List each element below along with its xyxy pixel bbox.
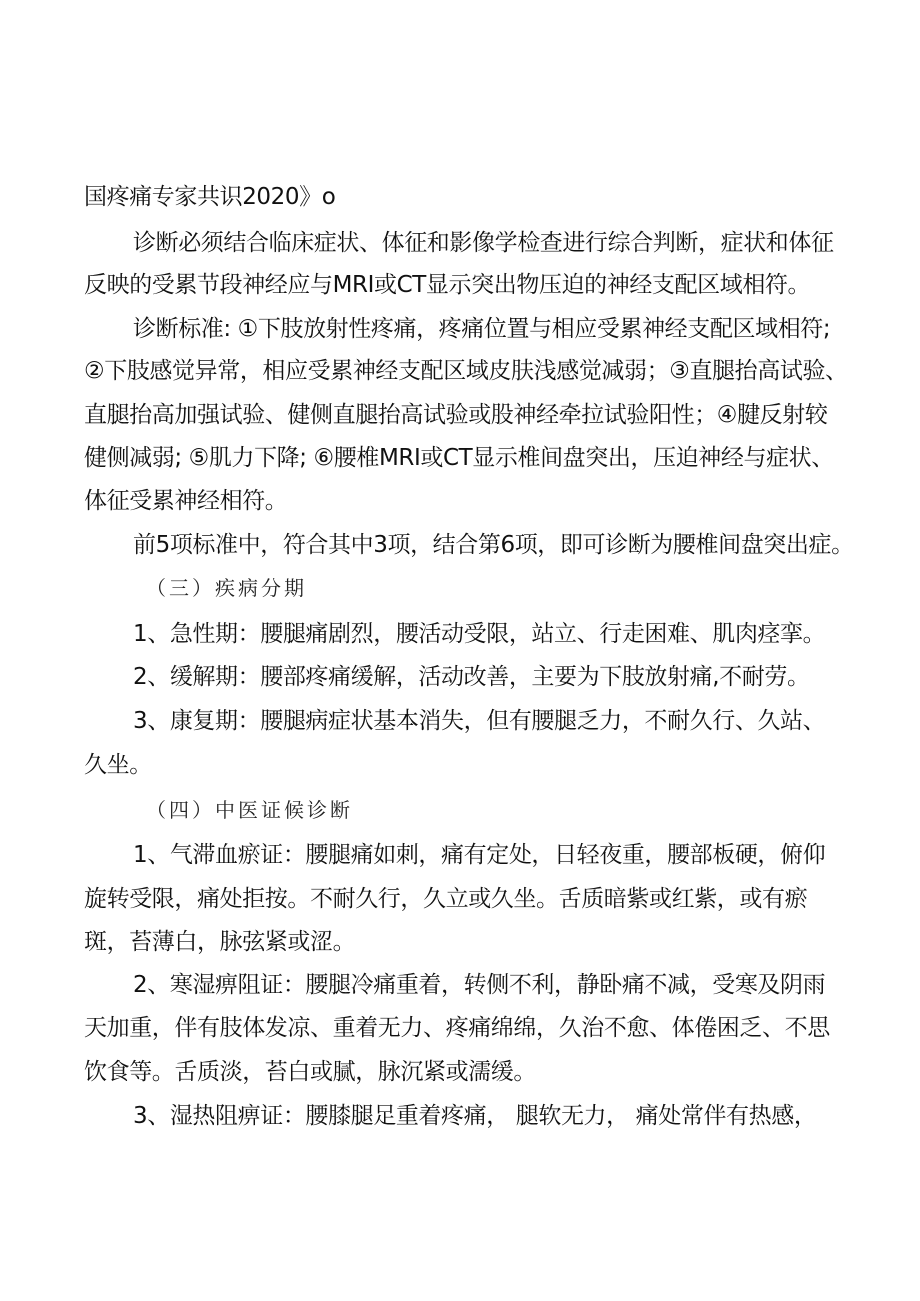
list-item-acute-stage: 1、急性期：腰腿痛剧烈，腰活动受限，站立、行走困难、肌肉痉挛。 bbox=[133, 621, 826, 647]
list-item-damp-heat: 3、湿热阻痹证：腰膝腿足重着疼痛， 腿软无力， 痛处常伴有热感， bbox=[133, 1103, 817, 1129]
paragraph-diagnosis-criteria: 诊断标准: ①下肢放射性疼痛，疼痛位置与相应受累神经支配区域相符; bbox=[133, 316, 831, 342]
list-item-qi-stagnation: 1、气滞血瘀证：腰腿痛如刺，痛有定处，日轻夜重，腰部板硬，俯仰 bbox=[133, 842, 826, 868]
text-line: 天加重，伴有肢体发凉、重着无力、疼痛绵绵，久治不愈、体倦困乏、不思 bbox=[84, 1015, 830, 1041]
text-line: 体征受累神经相符。 bbox=[84, 488, 288, 514]
list-item-remission-stage: 2、缓解期：腰部疼痛缓解，活动改善，主要为下肢放射痛,不耐劳。 bbox=[133, 664, 810, 690]
section-heading-tcm-syndrome: （四）中医证候诊断 bbox=[146, 798, 353, 822]
text-line: 直腿抬高加强试验、健侧直腿抬高试验或股神经牵拉试验阳性；④腱反射较 bbox=[84, 402, 828, 428]
section-heading-disease-stages: （三）疾病分期 bbox=[146, 576, 307, 600]
text-line: 反映的受累节段神经应与MRI或CT显示突出物压迫的神经支配区域相符。 bbox=[84, 272, 811, 298]
text-line: ②下肢感觉异常，相应受累神经支配区域皮肤浅感觉减弱；③直腿抬高试验、 bbox=[84, 358, 848, 384]
text-line: 斑，苔薄白，脉弦紧或涩。 bbox=[84, 929, 356, 955]
paragraph-diagnosis-rule: 前5项标准中，符合其中3项，结合第6项，即可诊断为腰椎间盘突出症。 bbox=[133, 532, 854, 558]
list-item-cold-damp: 2、寒湿痹阻证：腰腿冷痛重着，转侧不利，静卧痛不减，受寒及阴雨 bbox=[133, 972, 826, 998]
list-item-recovery-stage: 3、康复期：腰腿病症状基本消失，但有腰腿乏力，不耐久行、久站、 bbox=[133, 708, 826, 734]
text-line-continuation: 国疼痛专家共识2020》o bbox=[84, 184, 336, 210]
text-line: 久坐。 bbox=[84, 752, 152, 778]
text-line: 健侧减弱; ⑤肌力下降; ⑥腰椎MRI或CT显示椎间盘突出，压迫神经与症状、 bbox=[84, 445, 834, 471]
text-line: 饮食等。舌质淡，苔白或腻，脉沉紧或濡缓。 bbox=[84, 1059, 537, 1085]
text-line: 旋转受限，痛处拒按。不耐久行，久立或久坐。舌质暗紫或红紫，或有瘀 bbox=[84, 886, 808, 912]
paragraph-diagnosis-intro: 诊断必须结合临床症状、体征和影像学检查进行综合判断，症状和体征 bbox=[133, 230, 834, 256]
